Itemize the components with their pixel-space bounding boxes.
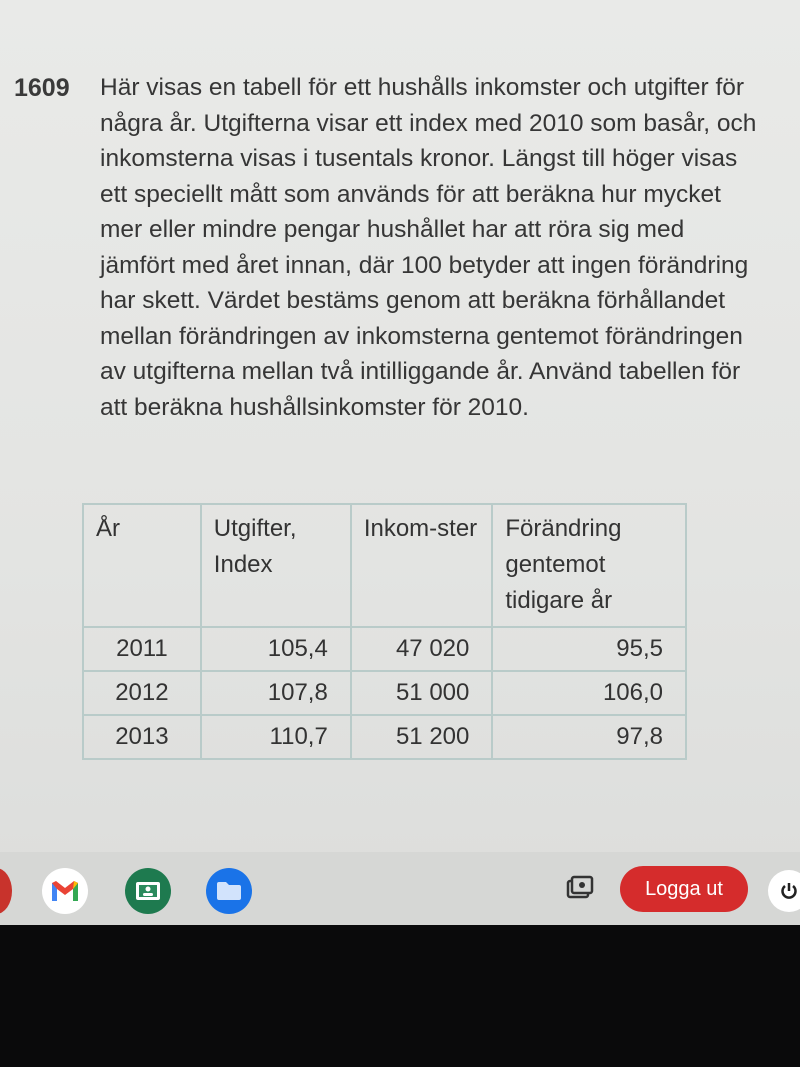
cell-year: 2012: [83, 671, 201, 715]
cell-index: 105,4: [201, 627, 351, 671]
cell-index: 107,8: [201, 671, 351, 715]
partial-app-icon[interactable]: [0, 868, 12, 914]
header-income: Inkom-ster: [351, 504, 493, 627]
cell-change: 95,5: [492, 627, 686, 671]
cell-income: 47 020: [351, 627, 493, 671]
table-header-row: [83, 504, 686, 627]
screenshot-icon[interactable]: [562, 872, 596, 906]
table-row: [83, 627, 686, 671]
problem-text: Här visas en tabell för ett hushålls inkomster och utgifter för några år. Utgifterna visar ett index med 2010 som basår, och inkomsterna visas i tusentals kronor. Längst till höger visas ett speciellt mått som används för att beräkna hur mycket mer eller mindre pengar hushållet har att röra sig med jämfört med året innan, där 100 betyder att ingen förändring har skett. Värdet bestäms genom att beräkna förhållandet mellan förändringen av inkomsterna gentemot förändringen av utgifterna mellan två intilliggande år. Använd tabellen för att beräkna hushållsinkomster för 2010.: [100, 74, 757, 421]
taskbar-shelf: [0, 852, 800, 925]
header-year: År: [83, 504, 201, 627]
cell-index: 110,7: [201, 715, 351, 759]
cell-income: 51 200: [351, 715, 493, 759]
table-row: [83, 715, 686, 759]
header-change: Förändring gentemot tidigare år: [492, 504, 686, 627]
cell-income: 51 000: [351, 671, 493, 715]
logout-button[interactable]: Logga ut: [620, 866, 748, 912]
cell-change: 106,0: [492, 671, 686, 715]
header-expenses-index: Utgifter, Index: [201, 504, 351, 627]
data-table: [82, 503, 687, 760]
power-icon[interactable]: [768, 870, 800, 912]
cell-change: 97,8: [492, 715, 686, 759]
cell-year: 2013: [83, 715, 201, 759]
gmail-icon[interactable]: [42, 868, 88, 914]
table-row: [83, 671, 686, 715]
files-icon[interactable]: [206, 868, 252, 914]
classroom-icon[interactable]: [125, 868, 171, 914]
problem-number: 1609: [14, 74, 70, 102]
cell-year: 2011: [83, 627, 201, 671]
device-bezel: [0, 925, 800, 1067]
